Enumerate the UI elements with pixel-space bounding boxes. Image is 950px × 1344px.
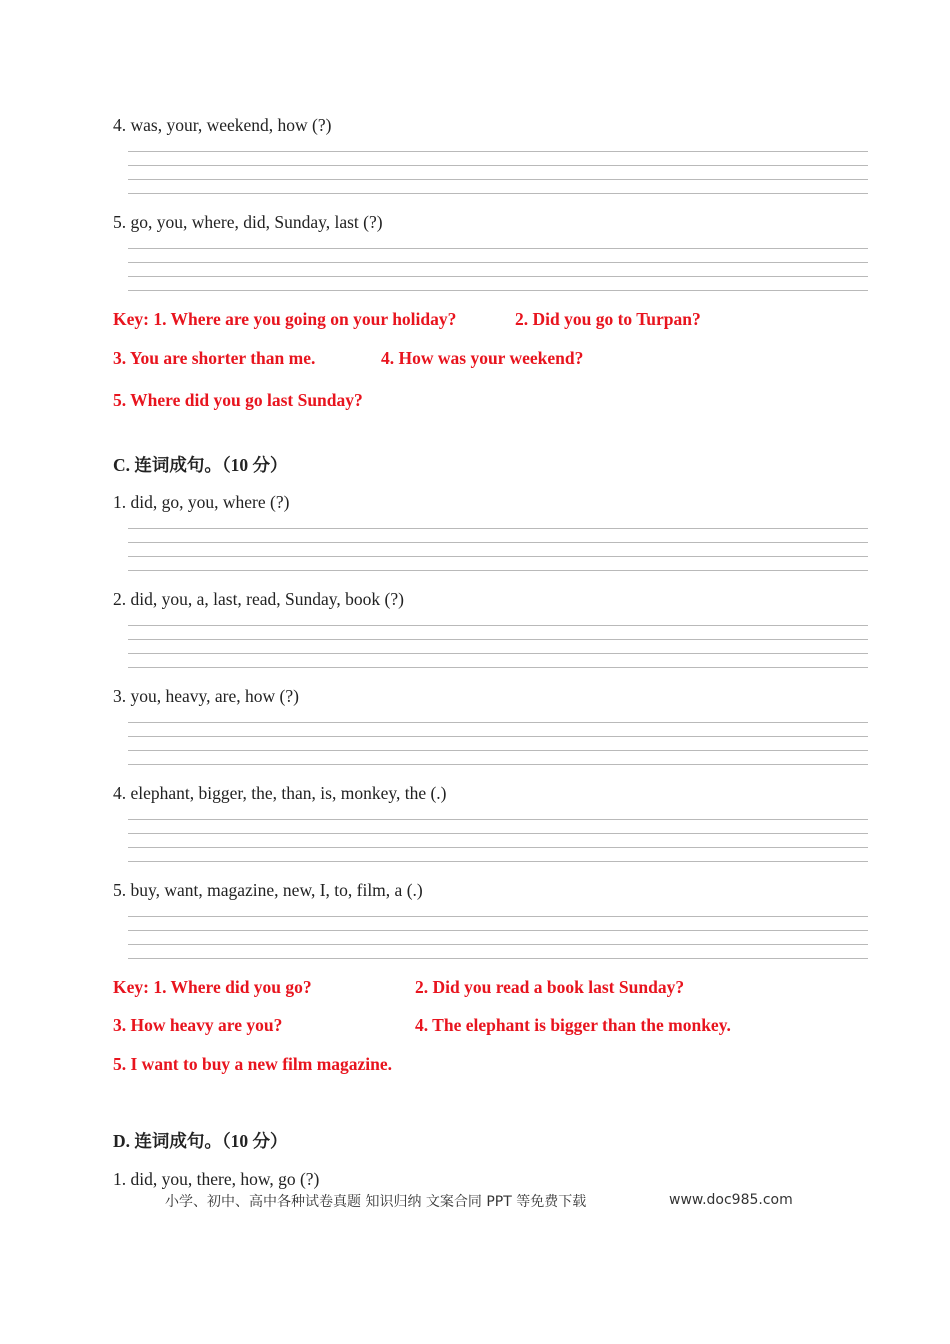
answer-key-c1: Key: 1. Where did you go? — [113, 977, 312, 997]
writing-lines — [128, 625, 868, 671]
answer-key-c5: 5. I want to buy a new film magazine. — [113, 1054, 393, 1074]
answer-key-b4: 4. How was your weekend? — [381, 348, 584, 368]
question-d1: 1. did, you, there, how, go (?) — [113, 1169, 320, 1189]
answer-key-b3: 3. You are shorter than me. — [113, 348, 316, 368]
question-c3: 3. you, heavy, are, how (?) — [113, 686, 299, 706]
question-c1: 1. did, go, you, where (?) — [113, 492, 290, 512]
answer-key-b2: 2. Did you go to Turpan? — [515, 309, 701, 329]
question-c2: 2. did, you, a, last, read, Sunday, book (?) — [113, 589, 404, 609]
footer-text: 小学、初中、高中各种试卷真题 知识归纳 文案合同 PPT 等免费下载 — [165, 1194, 587, 1210]
answer-key-c3: 3. How heavy are you? — [113, 1015, 283, 1035]
question-c4: 4. elephant, bigger, the, than, is, monkey, the (.) — [113, 783, 447, 803]
writing-lines — [128, 916, 868, 962]
answer-key-c4: 4. The elephant is bigger than the monkey. — [415, 1015, 731, 1035]
writing-lines — [128, 151, 868, 197]
answer-key-c2: 2. Did you read a book last Sunday? — [415, 977, 685, 997]
writing-lines — [128, 819, 868, 865]
question-b5: 5. go, you, where, did, Sunday, last (?) — [113, 212, 383, 232]
writing-lines — [128, 528, 868, 574]
answer-key-b1: Key: 1. Where are you going on your holiday? — [113, 309, 457, 329]
answer-key-b5: 5. Where did you go last Sunday? — [113, 390, 363, 410]
footer-url: www.doc985.com — [669, 1192, 793, 1208]
writing-lines — [128, 248, 868, 294]
question-b4: 4. was, your, weekend, how (?) — [113, 115, 332, 135]
question-c5: 5. buy, want, magazine, new, I, to, film, a (.) — [113, 880, 423, 900]
section-d-title: D. 连词成句。（10 分） — [113, 1131, 288, 1151]
section-c-title: C. 连词成句。（10 分） — [113, 455, 288, 475]
writing-lines — [128, 722, 868, 768]
